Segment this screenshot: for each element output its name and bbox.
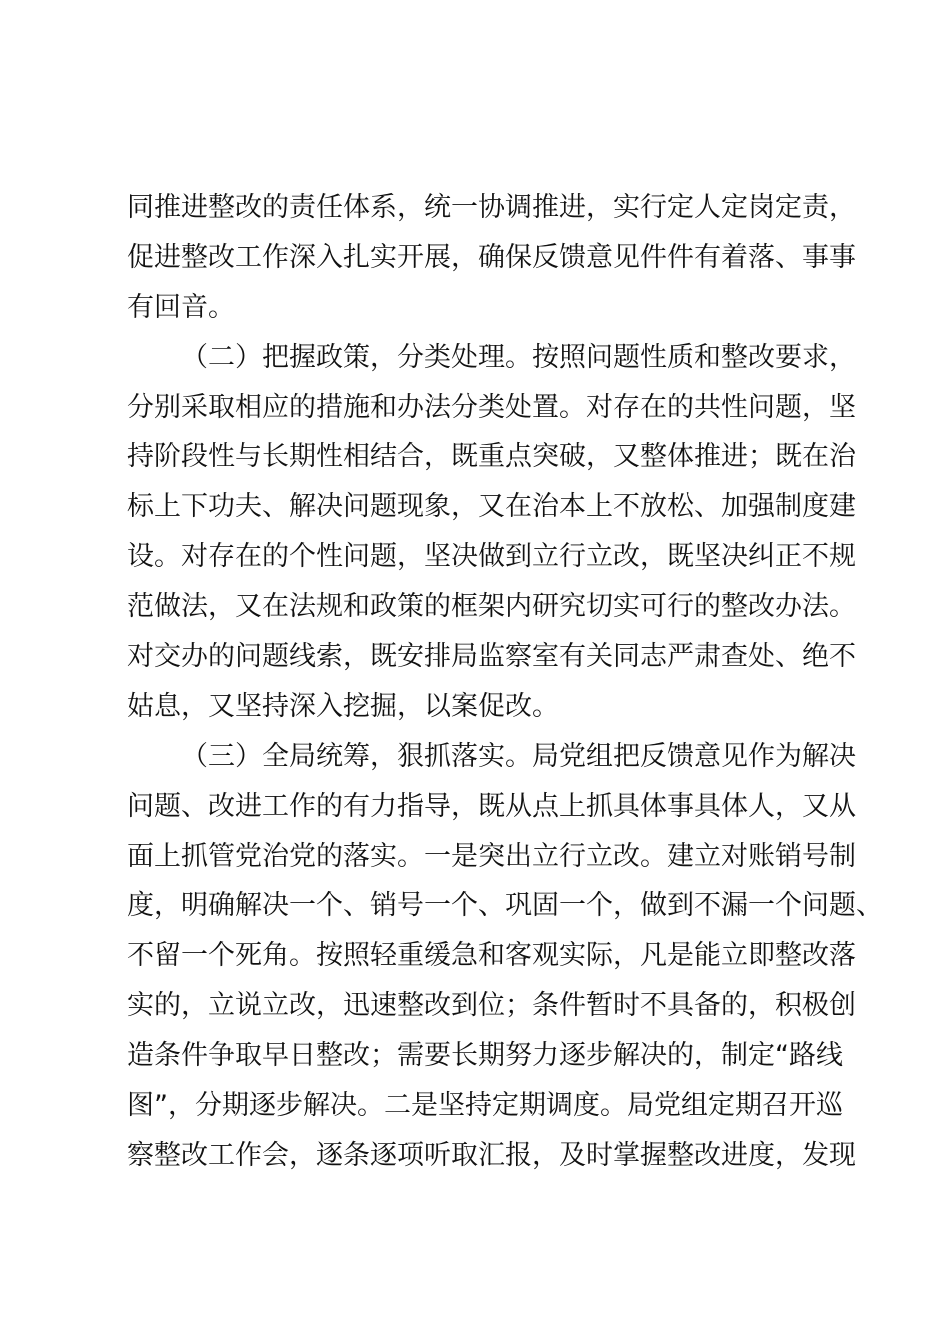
text-line: 对交办的问题线索，既安排局监察室有关同志严肃查处、绝不: [127, 641, 856, 673]
text-line: 造条件争取早日整改；需要长期努力逐步解决的，制定“路线: [127, 1040, 843, 1072]
text-line: 促进整改工作深入扎实开展，确保反馈意见件件有着落、事事: [127, 241, 856, 273]
text-line: 同推进整改的责任体系，统一协调推进，实行定人定岗定责，: [127, 192, 856, 223]
text-line: 图”，分期逐步解决。二是坚持定期调度。局党组定期召开巡: [127, 1090, 843, 1122]
text-line: 度，明确解决一个、销号一个、巩固一个，做到不漏一个问题、: [127, 890, 883, 922]
text-line: 设。对存在的个性问题，坚决做到立行立改，既坚决纠正不规: [127, 541, 856, 573]
text-line: 察整改工作会，逐条逐项听取汇报，及时掌握整改进度，发现: [127, 1139, 856, 1171]
text-line: 范做法，又在法规和政策的框架内研究切实可行的整改办法。: [127, 591, 856, 623]
text-line: 姑息，又坚持深入挖掘，以案促改。: [127, 690, 559, 722]
body-text: [127, 183, 883, 1181]
text-line: 持阶段性与长期性相结合，既重点突破，又整体推进；既在治: [127, 441, 856, 473]
section-heading-line: （三）全局统筹，狠抓落实。局党组把反馈意见作为解决: [181, 740, 856, 772]
text-line: 面上抓管党治党的落实。一是突出立行立改。建立对账销号制: [127, 840, 856, 872]
text-line: 不留一个死角。按照轻重缓急和客观实际，凡是能立即整改落: [127, 940, 856, 972]
text-line: 有回音。: [127, 291, 235, 323]
text-line: 实的，立说立改，迅速整改到位；条件暂时不具备的，积极创: [127, 990, 856, 1022]
text-line: 标上下功夫、解决问题现象，又在治本上不放松、加强制度建: [127, 491, 856, 523]
text-line: 分别采取相应的措施和办法分类处置。对存在的共性问题，坚: [127, 391, 856, 423]
section-heading-line: （二）把握政策，分类处理。按照问题性质和整改要求，: [181, 341, 856, 373]
text-line: 问题、改进工作的有力指导，既从点上抓具体事具体人，又从: [127, 790, 856, 822]
